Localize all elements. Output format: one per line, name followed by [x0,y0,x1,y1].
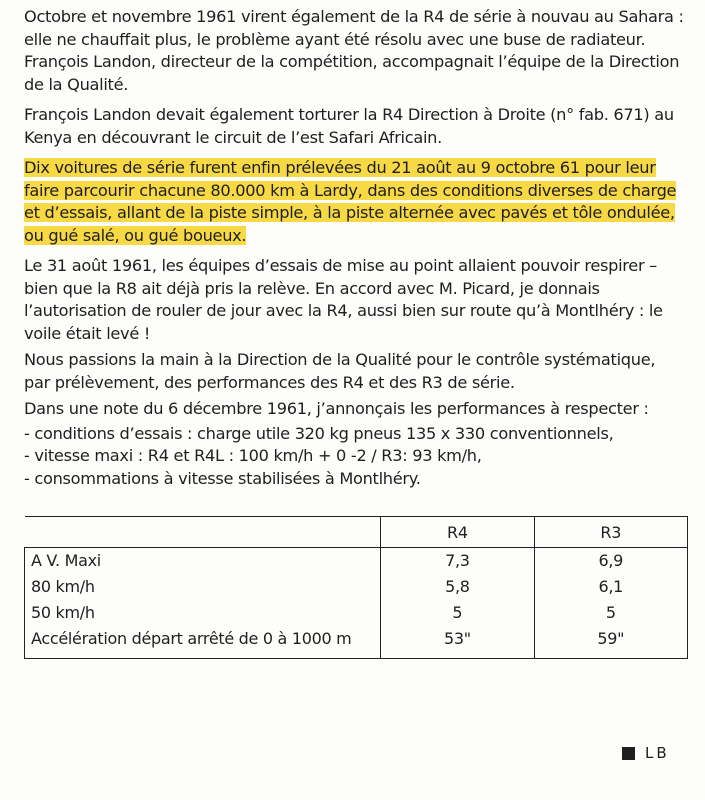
cell-r3: 5 [534,600,687,626]
footer-initials: LB [645,744,670,762]
cell-r3: 6,1 [534,574,687,600]
table-row [25,626,688,659]
table-header-blank [25,517,381,548]
row-label: 80 km/h [25,574,381,600]
table-header-row [25,517,688,548]
paragraph-qualite: Nous passions la main à la Direction de la Qualité pour le contrôle systématique, par prélèvement, des performances des R4 et des R3 de série. [24,350,656,392]
body-text [24,6,684,490]
cell-r4: 5,8 [381,574,534,600]
paragraph-highlighted [24,157,684,247]
table-header-r3: R3 [534,517,687,548]
list-item: - conditions d’essais : charge utile 320 kg pneus 135 x 330 conventionnels, [24,423,614,443]
cell-r4: 53" [381,626,534,659]
footer-mark [622,744,670,762]
highlighted-text: Dix voitures de série furent enfin prélevées du 21 août au 9 octobre 61 pour leur faire parcourir chacune 80.000 km à Lardy, dans des conditions diverses de charge et d’essais, allant de la piste simple, à la piste alternée avec pavés et tôle ondulée, ou gué salé, ou gué boueux. [24,158,677,245]
cell-r3: 6,9 [534,548,687,575]
table-row [25,600,688,626]
paragraph-31-aout: Le 31 août 1961, les équipes d’essais de mise au point allaient pouvoir respirer – bien que la R8 ait déjà pris la relève. En accord avec M. Picard, je donnais l’autorisation de rouler de jour avec la R4, aussi bien sur route qu’à Montlhéry : le voile était levé ! [24,256,663,343]
row-label: Accélération départ arrêté de 0 à 1000 m [25,626,381,659]
paragraph-sahara: Octobre et novembre 1961 virent également de la R4 de série à nouvau au Sahara : elle ne chauffait plus, le problème ayant été résolu avec une buse de radiateur. François Landon, directeur de la compétition, accompagnait l’équipe de la Direction de la Qualité. [24,7,684,94]
table-row [25,574,688,600]
cell-r3: 59" [534,626,687,659]
row-label: 50 km/h [25,600,381,626]
table-row [25,548,688,575]
cell-r4: 7,3 [381,548,534,575]
table-header-r4: R4 [381,517,534,548]
list-item: - vitesse maxi : R4 et R4L : 100 km/h + 0 -2 / R3: 93 km/h, [24,446,482,465]
paragraph-note: Dans une note du 6 décembre 1961, j’annonçais les performances à respecter : [24,399,649,418]
square-icon [622,747,635,760]
row-label: A V. Maxi [25,548,381,575]
cell-r4: 5 [381,600,534,626]
paragraph-kenya: François Landon devait également torturer la R4 Direction à Droite (n° fab. 671) au Kenya en découvrant le circuit de l’est Safari Africain. [24,105,674,147]
list-item: - consommations à vitesse stabilisées à Montlhéry. [24,468,421,488]
performance-table [24,516,688,659]
